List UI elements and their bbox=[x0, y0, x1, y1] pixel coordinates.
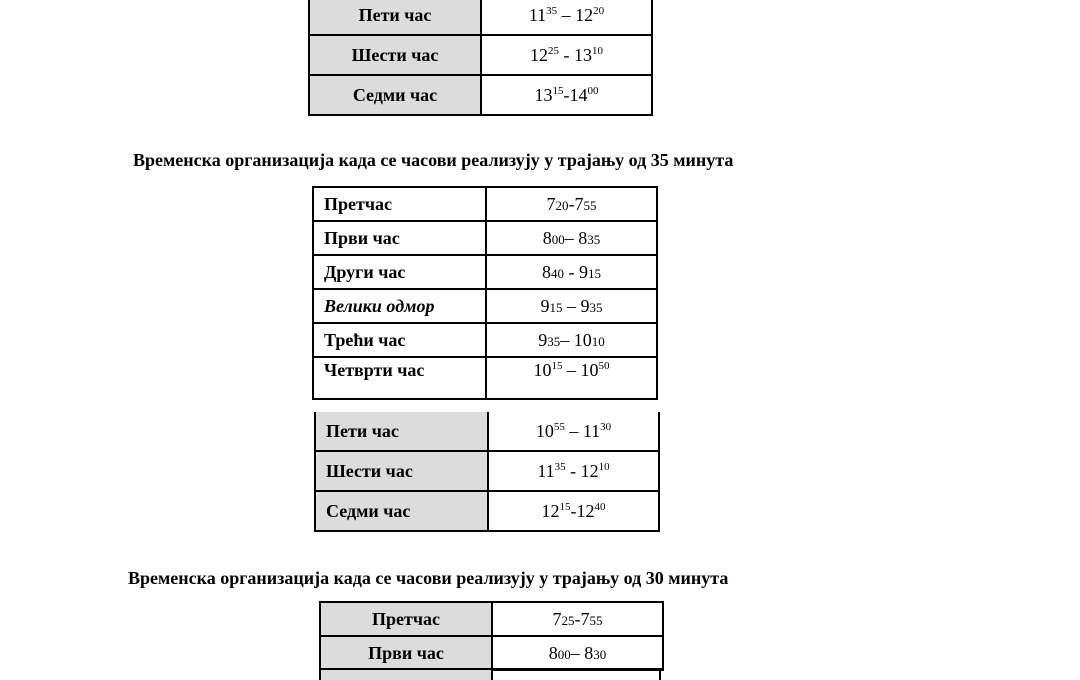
table-border bbox=[659, 670, 661, 680]
time-range: 720-755 bbox=[486, 187, 657, 221]
table-row bbox=[313, 289, 657, 323]
table-row bbox=[309, 35, 652, 75]
schedule-table-35-min bbox=[312, 186, 658, 400]
period-label: Шести час bbox=[315, 451, 488, 491]
table-row bbox=[313, 323, 657, 357]
table-row bbox=[320, 636, 663, 670]
table-row bbox=[313, 357, 657, 399]
time-range: $12^{25} - 13^{10}$ bbox=[481, 35, 652, 75]
table-row bbox=[309, 75, 652, 115]
time-range: 725-755 bbox=[492, 602, 663, 636]
table-row bbox=[313, 221, 657, 255]
table-row bbox=[309, 0, 652, 35]
period-label: Трећи час bbox=[313, 323, 486, 357]
time-range: $10^{55} - 11^{30}$ bbox=[488, 412, 659, 451]
table-row bbox=[315, 491, 659, 531]
table-row bbox=[313, 255, 657, 289]
section-heading-35-min: Временска организација када се часови реализују у трајању од 35 минута bbox=[133, 150, 734, 170]
period-label: Претчас bbox=[313, 187, 486, 221]
period-label: Седми час bbox=[309, 75, 481, 115]
period-label: Други час bbox=[313, 255, 486, 289]
table-row bbox=[313, 187, 657, 221]
time-range: 800– 830 bbox=[492, 636, 663, 670]
schedule-table-top bbox=[308, 0, 653, 116]
period-label: Пети час bbox=[309, 0, 481, 35]
period-label: Велики одмор bbox=[313, 289, 486, 323]
section-heading-30-min: Временска организација када се часови реализују у трајању од 30 минута bbox=[128, 568, 729, 588]
period-label: Први час bbox=[313, 221, 486, 255]
period-label: Седми час bbox=[315, 491, 488, 531]
table-row bbox=[315, 451, 659, 491]
time-range: $11^{35} - 12^{20}$ bbox=[481, 0, 652, 35]
time-range: $12^{15}-12^{40}$ bbox=[488, 491, 659, 531]
table-row bbox=[320, 602, 663, 636]
time-range: 915 – 935 bbox=[486, 289, 657, 323]
period-label: Претчас bbox=[320, 602, 492, 636]
period-label: Четврти час bbox=[313, 357, 486, 399]
schedule-table-30-min bbox=[319, 601, 664, 671]
time-range: 840 - 915 bbox=[486, 255, 657, 289]
time-range: $11^{35} - 12^{10}$ bbox=[488, 451, 659, 491]
time-range: $10^{15} - 10^{50}$ bbox=[486, 357, 657, 399]
time-range: 935– 1010 bbox=[486, 323, 657, 357]
time-range: 800– 835 bbox=[486, 221, 657, 255]
period-label: Пети час bbox=[315, 412, 488, 451]
time-range: $13^{15}-14^{00}$ bbox=[481, 75, 652, 115]
table-row bbox=[315, 412, 659, 451]
table-row-cut-off bbox=[319, 668, 663, 680]
table-cell bbox=[319, 670, 493, 680]
period-label: Први час bbox=[320, 636, 492, 670]
schedule-table-35-min-continued bbox=[314, 412, 660, 532]
period-label: Шести час bbox=[309, 35, 481, 75]
